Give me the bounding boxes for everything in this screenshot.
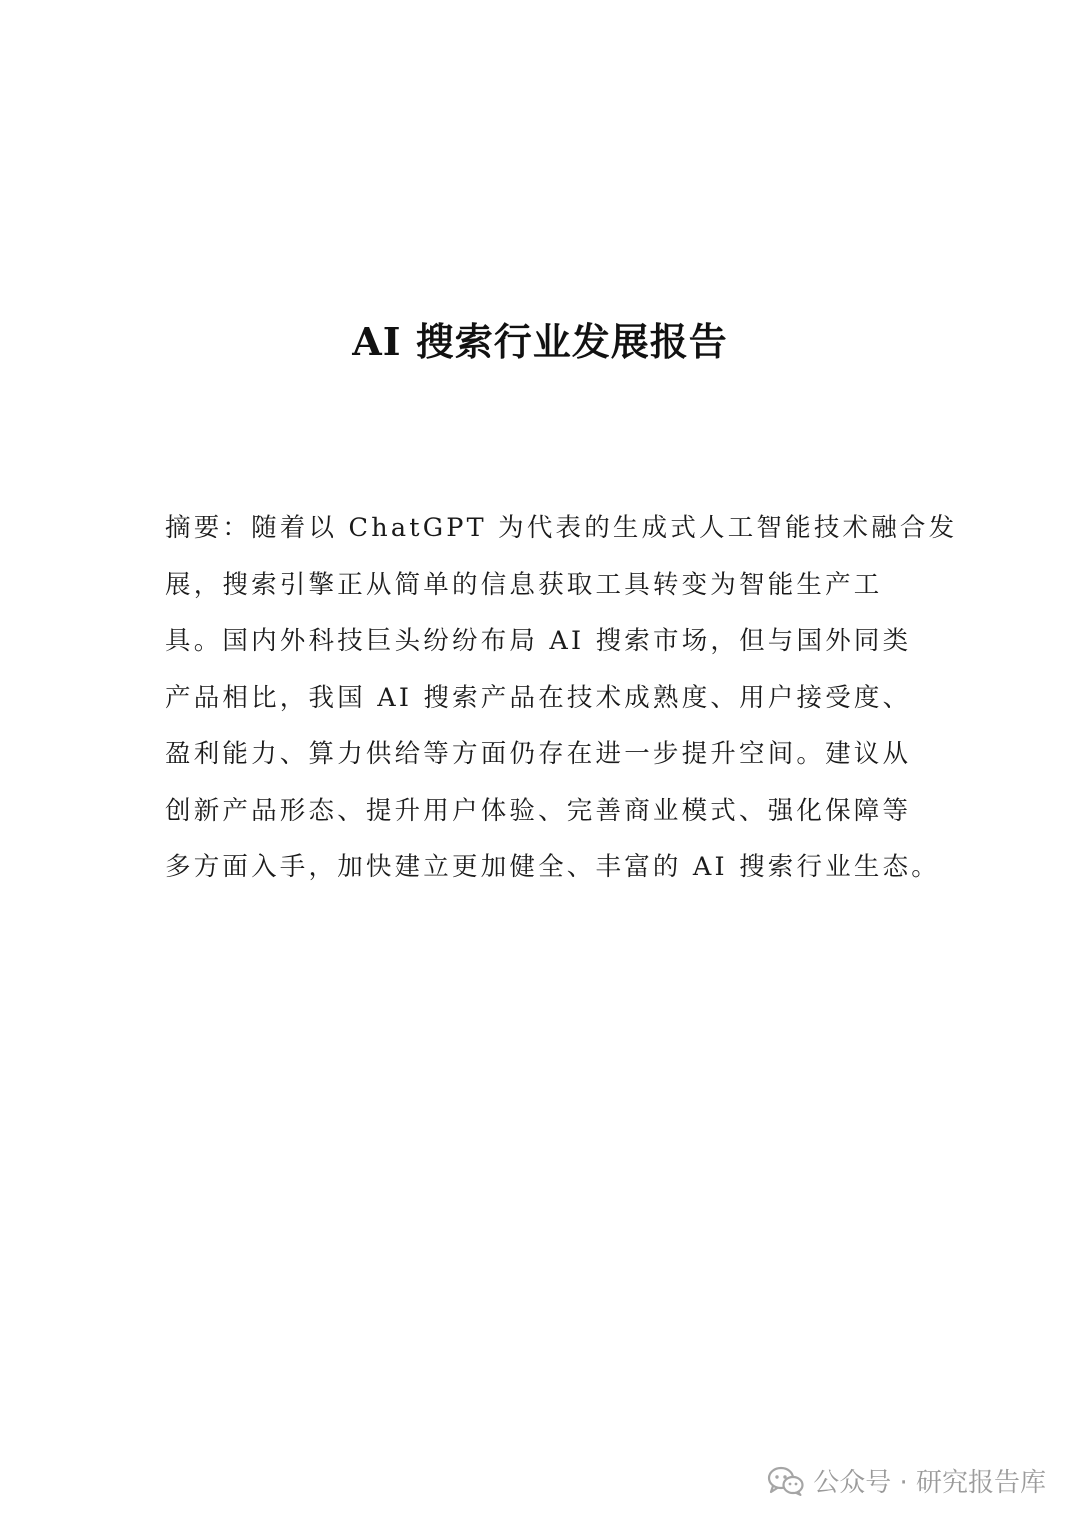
abstract-line: 多方面入手，加快建立更加健全、丰富的 AI 搜索行业生态。 [165, 852, 941, 882]
abstract-paragraph [165, 500, 958, 896]
abstract-line: 摘要：随着以 ChatGPT 为代表的生成式人工智能技术融合发 [165, 513, 958, 543]
document-title: AI 搜索行业发展报告 [352, 319, 728, 364]
watermark-text: 公众号 · 研究报告库 [813, 1468, 1046, 1498]
abstract-line: 创新产品形态、提升用户体验、完善商业模式、强化保障等 [165, 795, 912, 826]
wechat-icon [767, 1466, 805, 1496]
abstract-line: 展，搜索引擎正从简单的信息获取工具转变为智能生产工 [165, 569, 883, 600]
watermark [767, 1462, 1046, 1499]
abstract-line: 盈利能力、算力供给等方面仍存在进一步提升空间。建议从 [165, 739, 912, 769]
abstract-line: 产品相比，我国 AI 搜索产品在技术成熟度、用户接受度、 [165, 682, 912, 713]
abstract-line: 具。国内外科技巨头纷纷布局 AI 搜索市场，但与国外同类 [165, 626, 912, 656]
